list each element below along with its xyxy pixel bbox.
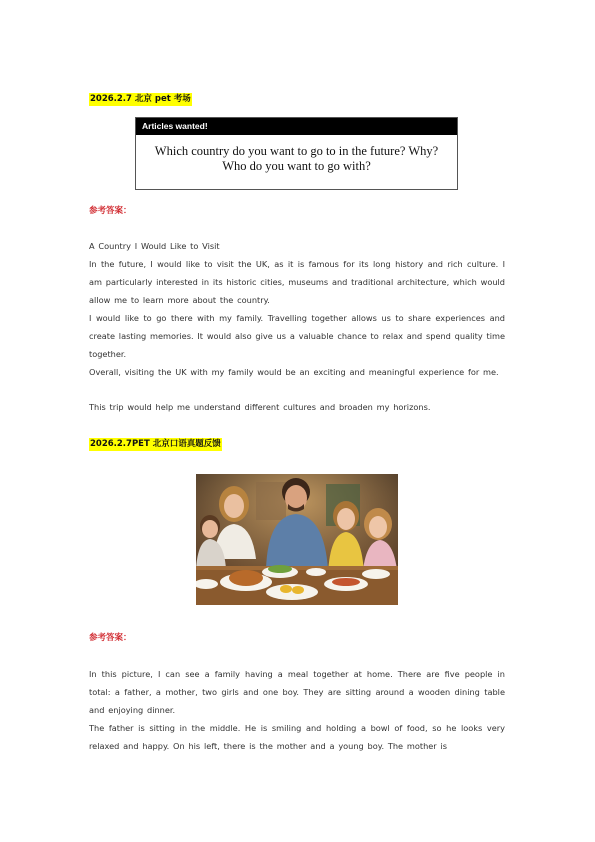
prompt-card-header: Articles wanted! — [136, 118, 457, 135]
answer-label-1: 参考答案： — [89, 206, 132, 216]
essay-paragraph-2: I would like to go there with my family. Travelling together allows us to share experiences and create lasting memories. It would also give us a valuable chance to relax and spend quality time together. — [89, 313, 505, 359]
section2-heading: 2026.2.7PET 北京口语真题反馈 — [90, 439, 221, 449]
essay-title: A Country I Would Like to Visit — [89, 241, 220, 251]
answer-label-2: 参考答案： — [89, 633, 132, 643]
description-paragraph-1: In this picture, I can see a family having a meal together at home. There are five people in total: a father, a mother, two girls and one boy. They are sitting around a wooden dining table and enjoying dinner. — [89, 669, 505, 715]
prompt-card-body — [136, 135, 457, 174]
section1-heading: 2026.2.7 北京 pet 考场 — [90, 94, 191, 104]
description-paragraph-2: The father is sitting in the middle. He is smiling and holding a bowl of food, so he looks very relaxed and happy. On his left, there is the mother and a young boy. The mother is — [89, 723, 505, 751]
essay-paragraph-4: This trip would help me understand different cultures and broaden my horizons. — [89, 402, 431, 412]
prompt-line-2: Who do you want to go with? — [222, 159, 371, 173]
essay-paragraph-1: In the future, I would like to visit the UK, as it is famous for its long history and rich culture. I am particularly interested in its historic cities, museums and traditional architecture, which would allow me to learn more about the country. — [89, 259, 505, 305]
prompt-card — [135, 117, 458, 190]
essay-paragraph-3: Overall, visiting the UK with my family would be an exciting and meaningful experience for me. — [89, 367, 499, 377]
family-dinner-photo — [196, 474, 398, 605]
prompt-line-1: Which country do you want to go to in the future? Why? — [154, 144, 439, 158]
